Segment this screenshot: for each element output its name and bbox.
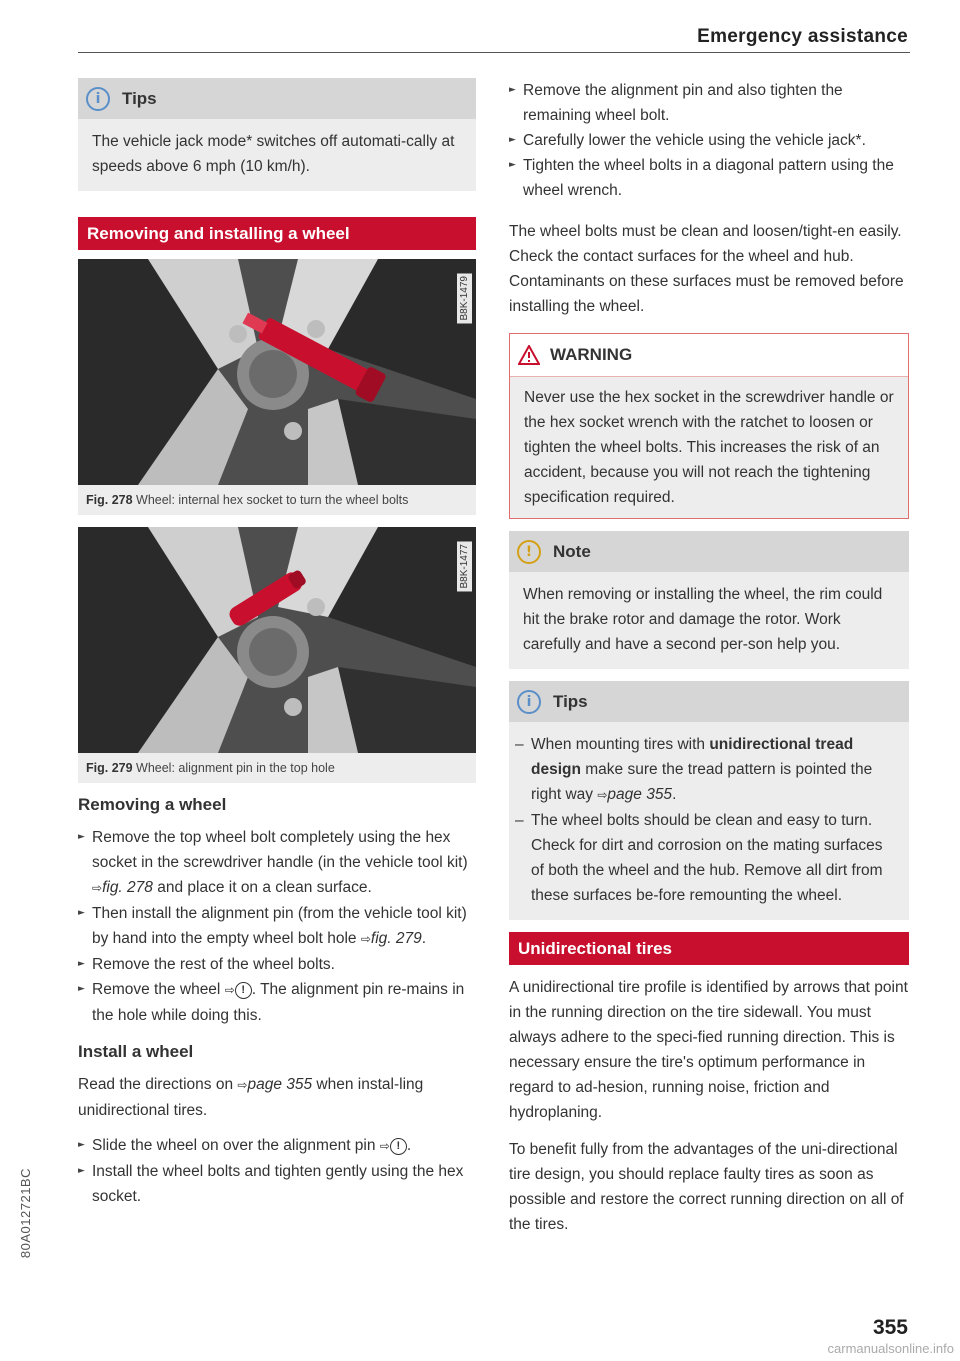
warning-text: Never use the hex socket in the screwdriver handle or the hex socket wrench with the ratchet to loosen or tighten the wheel bolts. This increases the risk of an accident, because you will not reach the tightening specification required.	[510, 377, 908, 518]
figure-label: Fig. 279	[86, 761, 133, 775]
info-icon: i	[517, 690, 541, 714]
note-box	[509, 531, 909, 669]
list-item: ► Remove the alignment pin and also tighten the remaining wheel bolt.	[509, 78, 909, 128]
figure-code: B8K-1477	[457, 541, 472, 591]
warning-triangle-icon	[518, 345, 540, 365]
warning-title: WARNING	[550, 345, 633, 364]
figure-code: B8K-1479	[457, 273, 472, 323]
list-item: ► Carefully lower the vehicle using the vehicle jack*.	[509, 128, 909, 153]
warning-header	[510, 334, 908, 377]
caution-icon: !	[390, 1138, 407, 1155]
wheel-illustration	[78, 527, 476, 753]
figure-caption	[78, 753, 476, 783]
list-item: ► Slide the wheel on over the alignment pin ⇨ ! .	[78, 1133, 476, 1159]
header-title: Emergency assistance	[697, 26, 908, 47]
watermark: carmanualsonline.info	[827, 1341, 954, 1356]
tips-box-1	[78, 78, 476, 191]
tips-header	[509, 681, 909, 722]
list-item: ► Remove the wheel ⇨ ! . The alignment pin re-mains in the hole while doing this.	[78, 977, 476, 1028]
continued-steps	[509, 78, 909, 203]
document-code: 80A012721BC	[18, 1168, 33, 1259]
unidirectional-paragraph-1: A unidirectional tire profile is identified by arrows that point in the running direction on the tire sidewall. You must always adhere to the speci-fied running direction. This is necessary ensure the tire's optimum performance in regard to ad-hesion, running noise, friction and hydroplaning.	[509, 979, 908, 1121]
wheel-hex-socket-illustration	[78, 259, 476, 485]
section-title-removing-installing: Removing and installing a wheel	[78, 217, 476, 250]
note-header	[509, 531, 909, 572]
list-item: ► Then install the alignment pin (from the vehicle tool kit) by hand into the empty wheel bolt hole ⇨fig. 279.	[78, 901, 476, 952]
figure-caption-text: Wheel: alignment pin in the top hole	[136, 761, 335, 775]
figure-caption	[78, 485, 476, 515]
removing-steps	[78, 825, 476, 1028]
removing-wheel-heading: Removing a wheel	[78, 795, 227, 814]
tips-list	[509, 732, 895, 908]
list-item: – The wheel bolts should be clean and easy to turn. Check for dirt and corrosion on the mating surfaces of both the wheel and the hub. Remove all dirt from these surfaces be-fore remounting the wheel.	[509, 808, 895, 908]
figure-279	[78, 527, 476, 783]
tips-title: Tips	[122, 88, 157, 108]
page-reference-link[interactable]: page 355	[607, 786, 673, 803]
wheel-bolts-paragraph: The wheel bolts must be clean and loosen/tight-en easily. Check the contact surfaces for the wheel and hub. Contaminants on these surfaces must be removed before installing the wheel.	[509, 223, 904, 315]
left-column	[78, 78, 476, 1209]
figure-278	[78, 259, 476, 515]
page-reference-link[interactable]: page 355	[247, 1076, 313, 1093]
caution-icon: !	[235, 982, 252, 999]
list-item: ► Remove the rest of the wheel bolts.	[78, 952, 476, 977]
tips-title: Tips	[553, 691, 588, 711]
figure-reference-link[interactable]: fig. 279	[370, 930, 422, 947]
page-number: 355	[872, 1316, 908, 1339]
note-text: When removing or installing the wheel, the rim could hit the brake rotor and damage the rotor. Work carefully and have a second per-son help you.	[523, 586, 883, 653]
section-title-unidirectional: Unidirectional tires	[509, 932, 909, 965]
figure-label: Fig. 278	[86, 493, 133, 507]
caution-note-icon: !	[517, 540, 541, 564]
wheel-illustration	[78, 259, 476, 485]
figure-caption-text: Wheel: internal hex socket to turn the wheel bolts	[136, 493, 409, 507]
list-item: ► Tighten the wheel bolts in a diagonal pattern using the wheel wrench.	[509, 153, 909, 203]
wheel-alignment-pin-illustration	[78, 527, 476, 753]
install-wheel-heading: Install a wheel	[78, 1042, 194, 1061]
unidirectional-paragraph-2: To benefit fully from the advantages of the uni-directional tire design, you should replace faulty tires as soon as possible and restore the correct running direction on all of the tires.	[509, 1141, 904, 1233]
list-item: – When mounting tires with unidirectional tread design make sure the tread pattern is pointed the right way ⇨page 355.	[509, 732, 895, 808]
warning-box	[509, 333, 909, 519]
install-steps	[78, 1133, 476, 1209]
note-title: Note	[553, 541, 591, 561]
right-column	[509, 78, 909, 1237]
page-header	[78, 20, 910, 53]
list-item: ► Install the wheel bolts and tighten gently using the hex socket.	[78, 1159, 476, 1209]
tips-box-2	[509, 681, 909, 920]
figure-reference-link[interactable]: fig. 278	[102, 879, 153, 896]
tips-text: The vehicle jack mode* switches off automati-cally at speeds above 6 mph (10 km/h).	[92, 133, 455, 175]
install-intro: Read the directions on ⇨page 355 when instal-ling unidirectional tires.	[78, 1076, 424, 1119]
tips-header	[78, 78, 476, 119]
info-icon: i	[86, 87, 110, 111]
list-item: ► Remove the top wheel bolt completely using the hex socket in the screwdriver handle (in the vehicle tool kit) ⇨fig. 278 and place it on a clean surface.	[78, 825, 476, 901]
